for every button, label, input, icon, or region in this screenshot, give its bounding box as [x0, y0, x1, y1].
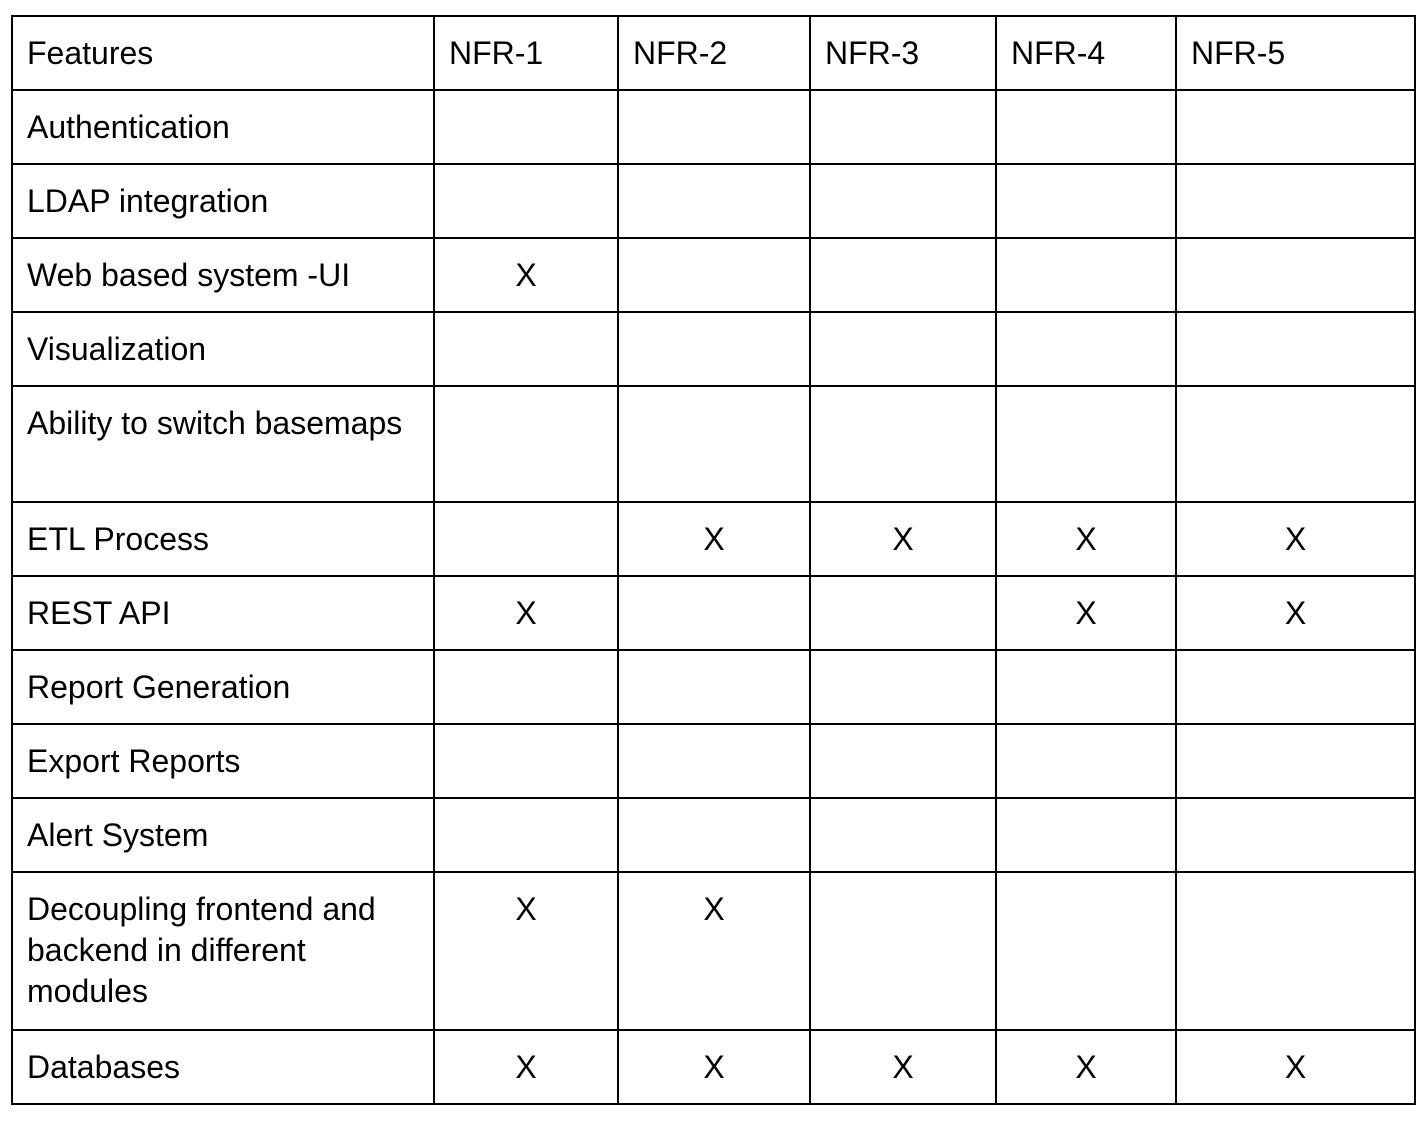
mark-nfr-3 [810, 798, 996, 872]
mark-nfr-5 [1176, 386, 1415, 502]
matrix-body [12, 16, 1415, 1104]
mark-nfr-4 [996, 164, 1176, 238]
feature-name: Web based system -UI [12, 238, 434, 312]
table-row [12, 164, 1415, 238]
feature-name: Alert System [12, 798, 434, 872]
mark-nfr-5 [1176, 872, 1415, 1030]
mark-nfr-1 [434, 724, 618, 798]
feature-nfr-matrix [11, 15, 1416, 1105]
mark-nfr-2 [618, 90, 810, 164]
header-nfr-5: NFR-5 [1176, 16, 1415, 90]
mark-nfr-4 [996, 238, 1176, 312]
mark-nfr-1 [434, 90, 618, 164]
mark-nfr-4: X [996, 502, 1176, 576]
mark-nfr-2 [618, 238, 810, 312]
table-row [12, 576, 1415, 650]
mark-nfr-1: X [434, 238, 618, 312]
table-row [12, 650, 1415, 724]
mark-nfr-5 [1176, 650, 1415, 724]
table-row [12, 502, 1415, 576]
mark-nfr-3: X [810, 1030, 996, 1104]
mark-nfr-3 [810, 312, 996, 386]
mark-nfr-2 [618, 312, 810, 386]
mark-nfr-4 [996, 90, 1176, 164]
feature-name: Ability to switch basemaps [12, 386, 434, 502]
mark-nfr-5 [1176, 90, 1415, 164]
feature-name: Decoupling frontend and backend in different modules [12, 872, 434, 1030]
header-nfr-3: NFR-3 [810, 16, 996, 90]
mark-nfr-3: X [810, 502, 996, 576]
mark-nfr-5: X [1176, 576, 1415, 650]
mark-nfr-2 [618, 164, 810, 238]
feature-name: Databases [12, 1030, 434, 1104]
mark-nfr-4 [996, 724, 1176, 798]
mark-nfr-5 [1176, 238, 1415, 312]
mark-nfr-4 [996, 872, 1176, 1030]
table-row [12, 312, 1415, 386]
feature-name: REST API [12, 576, 434, 650]
mark-nfr-5 [1176, 312, 1415, 386]
header-nfr-4: NFR-4 [996, 16, 1176, 90]
mark-nfr-4 [996, 386, 1176, 502]
mark-nfr-2 [618, 798, 810, 872]
feature-name: Report Generation [12, 650, 434, 724]
table-row [12, 724, 1415, 798]
mark-nfr-2 [618, 576, 810, 650]
mark-nfr-4: X [996, 1030, 1176, 1104]
header-nfr-1: NFR-1 [434, 16, 618, 90]
table-row [12, 238, 1415, 312]
mark-nfr-5 [1176, 798, 1415, 872]
feature-name: Authentication [12, 90, 434, 164]
mark-nfr-4 [996, 650, 1176, 724]
feature-name: ETL Process [12, 502, 434, 576]
mark-nfr-5: X [1176, 502, 1415, 576]
mark-nfr-2: X [618, 502, 810, 576]
header-features: Features [12, 16, 434, 90]
header-nfr-2: NFR-2 [618, 16, 810, 90]
mark-nfr-1: X [434, 576, 618, 650]
mark-nfr-2 [618, 724, 810, 798]
mark-nfr-1 [434, 798, 618, 872]
mark-nfr-4: X [996, 576, 1176, 650]
mark-nfr-3 [810, 872, 996, 1030]
table-row [12, 90, 1415, 164]
table-row [12, 872, 1415, 1030]
mark-nfr-1: X [434, 872, 618, 1030]
mark-nfr-5 [1176, 724, 1415, 798]
mark-nfr-3 [810, 238, 996, 312]
mark-nfr-1 [434, 502, 618, 576]
mark-nfr-3 [810, 164, 996, 238]
mark-nfr-1 [434, 312, 618, 386]
table-row [12, 386, 1415, 502]
mark-nfr-2: X [618, 1030, 810, 1104]
mark-nfr-3 [810, 90, 996, 164]
mark-nfr-3 [810, 576, 996, 650]
mark-nfr-3 [810, 386, 996, 502]
feature-name: Visualization [12, 312, 434, 386]
feature-name: Export Reports [12, 724, 434, 798]
mark-nfr-3 [810, 650, 996, 724]
mark-nfr-4 [996, 798, 1176, 872]
mark-nfr-1: X [434, 1030, 618, 1104]
header-row [12, 16, 1415, 90]
mark-nfr-2: X [618, 872, 810, 1030]
mark-nfr-4 [996, 312, 1176, 386]
mark-nfr-2 [618, 386, 810, 502]
mark-nfr-1 [434, 164, 618, 238]
mark-nfr-1 [434, 650, 618, 724]
table-row [12, 1030, 1415, 1104]
mark-nfr-3 [810, 724, 996, 798]
feature-name: LDAP integration [12, 164, 434, 238]
mark-nfr-2 [618, 650, 810, 724]
mark-nfr-1 [434, 386, 618, 502]
mark-nfr-5: X [1176, 1030, 1415, 1104]
table-row [12, 798, 1415, 872]
mark-nfr-5 [1176, 164, 1415, 238]
